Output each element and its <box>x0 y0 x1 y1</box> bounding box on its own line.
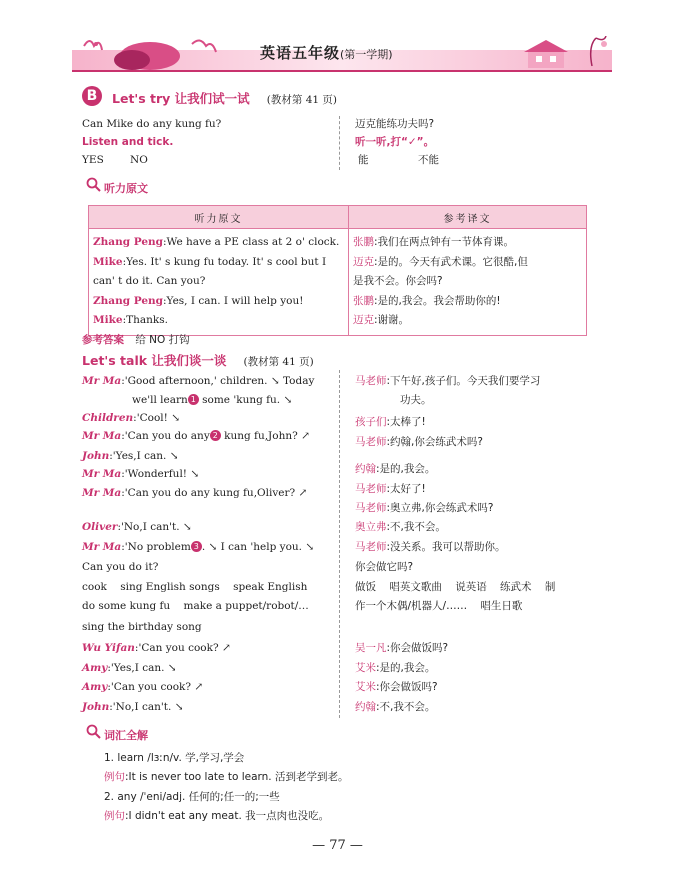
dialog-line: Wu Yifan:'Can you cook? ↗ <box>82 642 231 654</box>
dialog-line-zh: 功夫。 <box>400 394 432 406</box>
dialog-line-zh: 艾米:是的,我会。 <box>355 662 436 674</box>
dialog-line: John:'No,I can't. ↘ <box>82 701 184 713</box>
option-yes-zh: 能 <box>358 154 369 166</box>
dialog-line: Amy:'Can you cook? ↗ <box>82 681 204 693</box>
phrase-line: do some kung fu make a puppet/robot/… <box>82 600 309 612</box>
dialog-line: Mr Ma:'Can you do any kung fu,Oliver? ↗ <box>82 487 308 499</box>
phrase-line-zh: 你会做它吗? <box>355 561 414 573</box>
dialog-line: Mr Ma:'Good afternoon,' children. ↘ Today <box>82 375 315 387</box>
answer-line: 参考答案 给 NO 打钩 <box>82 334 190 346</box>
dialog-line-zh: 马老师:下午好,孩子们。今天我们要学习 <box>355 375 541 387</box>
chinese-script-cell: 张鹏:我们在两点钟有一节体育课。 迈克:是的。今天有武术课。它很酷,但 是我不会。你会吗? 张鹏:是的,我会。我会帮助你的! 迈克:谢谢。 <box>349 229 587 336</box>
phrase-line-zh: 作一个木偶/机器人/…… 唱生日歌 <box>355 600 523 612</box>
note-marker-1: 1 <box>188 394 199 405</box>
phrase-line: Can you do it? <box>82 561 159 573</box>
magnifier-icon <box>86 724 102 740</box>
magnifier-icon <box>86 177 102 193</box>
phrase-line: cook sing English songs speak English <box>82 581 308 593</box>
section-b-heading <box>112 88 337 107</box>
dialog-line: John:'Yes,I can. ↘ <box>82 450 179 462</box>
dialog-line: Children:'Cool! ↘ <box>82 412 180 424</box>
dialog-line: Oliver:'No,I can't. ↘ <box>82 521 192 533</box>
page-number: — 77 — <box>312 838 363 853</box>
try-question: Can Mike do any kung fu? <box>82 118 222 130</box>
vocab-heading: 词汇全解 <box>104 729 148 742</box>
section-b-title: Let's try 让我们试一试 <box>112 91 250 106</box>
note-marker-3: 3 <box>191 541 202 552</box>
table-header-source: 听力原文 <box>89 206 349 229</box>
dialog-line-zh: 奥立弗:不,我不会。 <box>355 521 446 533</box>
dialog-line-zh: 马老师:太好了! <box>355 483 426 495</box>
dialog-line-zh: 马老师:奥立弗,你会练武术吗? <box>355 502 494 514</box>
vocab-example: 例句:It is never too late to learn. 活到老学到老。 <box>104 771 349 783</box>
column-divider-2 <box>339 370 340 718</box>
phrase-line: sing the birthday song <box>82 621 202 633</box>
dialog-line: we'll learn 1 some 'kung fu. ↘ <box>132 394 293 406</box>
talk-title: Let's talk 让我们谈一谈 <box>82 353 227 368</box>
dialog-line: Mr Ma:'Wonderful! ↘ <box>82 468 200 480</box>
section-badge: B <box>82 86 102 106</box>
vocab-entry: 1. learn /lɜːn/v. 学,学习,学会 <box>104 752 245 764</box>
talk-ref: (教材第 41 页) <box>243 356 314 368</box>
header-title: 英语五年级(第一学期) <box>260 44 393 62</box>
option-yes: YES <box>82 154 104 166</box>
dialog-line-zh: 马老师:约翰,你会练武术吗? <box>355 436 483 448</box>
dialog-line-zh: 约翰:是的,我会。 <box>355 463 436 475</box>
section-b-ref: (教材第 41 页) <box>266 94 338 106</box>
dialog-line: Mr Ma:'Can you do any 2 kung fu,John? ↗ <box>82 430 310 442</box>
listening-heading: 听力原文 <box>104 182 148 195</box>
vocab-example: 例句:I didn't eat any meat. 我一点肉也没吃。 <box>104 810 330 822</box>
talk-heading <box>82 350 314 369</box>
dialog-line-zh: 孩子们:太棒了! <box>355 416 426 428</box>
try-instruction: Listen and tick. <box>82 136 174 148</box>
dialog-line: Mr Ma:'No problem 3 . ↘ I can 'help you. ↘ <box>82 541 315 553</box>
option-no: NO <box>130 154 148 166</box>
try-instruction-zh: 听一听,打“✓”。 <box>355 136 435 148</box>
phrase-line-zh: 做饭 唱英文歌曲 说英语 练武术 制 <box>355 581 556 593</box>
dialog-line-zh: 艾米:你会做饭吗? <box>355 681 438 693</box>
dialog-line: Amy:'Yes,I can. ↘ <box>82 662 177 674</box>
option-no-zh: 不能 <box>418 154 439 166</box>
try-question-zh: 迈克能练功夫吗? <box>355 118 435 130</box>
vocab-entry: 2. any /ˈeni/adj. 任何的;任一的;一些 <box>104 791 280 803</box>
header-rule <box>72 70 612 72</box>
column-divider <box>339 116 340 170</box>
dialog-line-zh: 马老师:没关系。我可以帮助你。 <box>355 541 506 553</box>
english-script-cell: Zhang Peng:We have a PE class at 2 o' clock. Mike:Yes. It' s kung fu today. It' s cool but I can' t do it. Can you? Zhang Peng:Yes, I can. I will help you! Mike:Thanks. <box>89 229 349 336</box>
table-header-translation: 参考译文 <box>349 206 587 229</box>
note-marker-2: 2 <box>210 430 221 441</box>
dialog-line-zh: 约翰:不,我不会。 <box>355 701 436 713</box>
dialog-line-zh: 吴一凡:你会做饭吗? <box>355 642 449 654</box>
listening-table <box>88 205 587 336</box>
